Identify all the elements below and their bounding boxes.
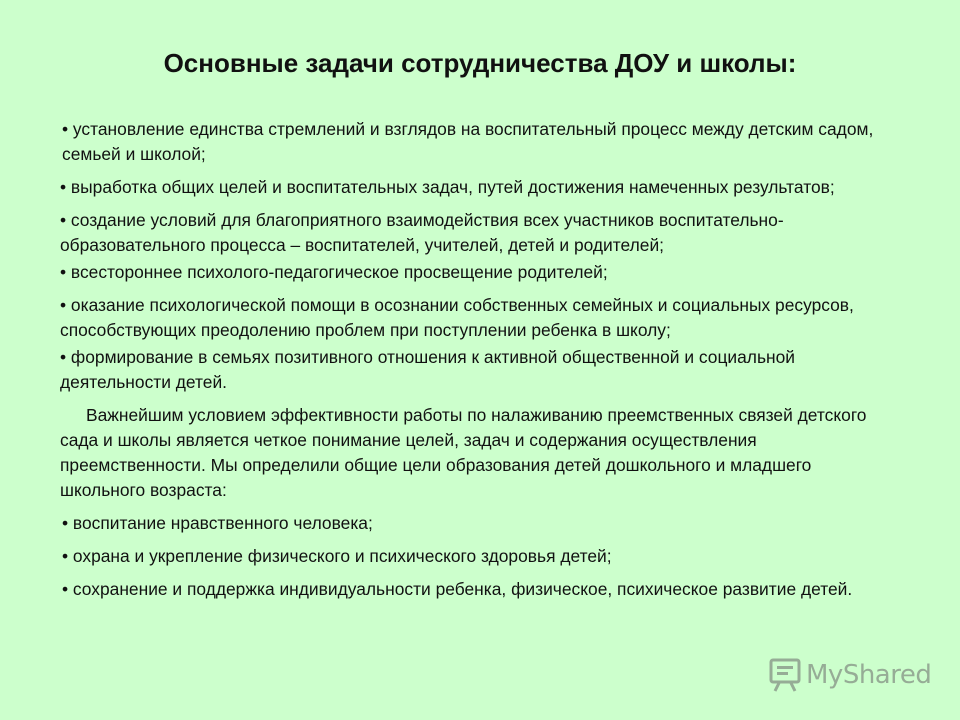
goal-item: • воспитание нравственного человека; <box>62 513 373 533</box>
list-item: • всестороннее психолого-педагогическое просвещение родителей; <box>60 262 608 282</box>
list-item: • создание условий для благоприятного взаимодействия всех участников воспитательно-образовательного процесса – воспитателей, учителей, детей и родителей; <box>60 210 784 255</box>
body-paragraph: Важнейшим условием эффективности работы по налаживанию преемственных связей детского сада и школы является четкое понимание целей, задач и содержания осуществления преемственности. Мы определили общие цели образования детей дошкольного и младшего школьного возраста: <box>60 405 867 500</box>
list-item: • выработка общих целей и воспитательных задач, путей достижения намеченных результатов; <box>60 177 835 197</box>
presentation-board-icon <box>768 657 802 693</box>
watermark-text: MyShared <box>806 660 932 690</box>
goal-item: • сохранение и поддержка индивидуальности ребенка, физическое, психическое развитие детей. <box>62 579 853 599</box>
list-item: • оказание психологической помощи в осознании собственных семейных и социальных ресурсов, способствующих преодолению проблем при поступлении ребенка в школу; <box>60 295 854 340</box>
slide-title: Основные задачи сотрудничества ДОУ и школы: <box>163 48 797 78</box>
list-item: • установление единства стремлений и взглядов на воспитательный процесс между детским садом, семьей и школой; <box>62 119 874 164</box>
watermark-logo <box>768 655 932 695</box>
goal-item: • охрана и укрепление физического и психического здоровья детей; <box>62 546 612 566</box>
list-item: • формирование в семьях позитивного отношения к активной общественной и социальной деятельности детей. <box>60 347 796 392</box>
slide-body <box>60 117 894 602</box>
